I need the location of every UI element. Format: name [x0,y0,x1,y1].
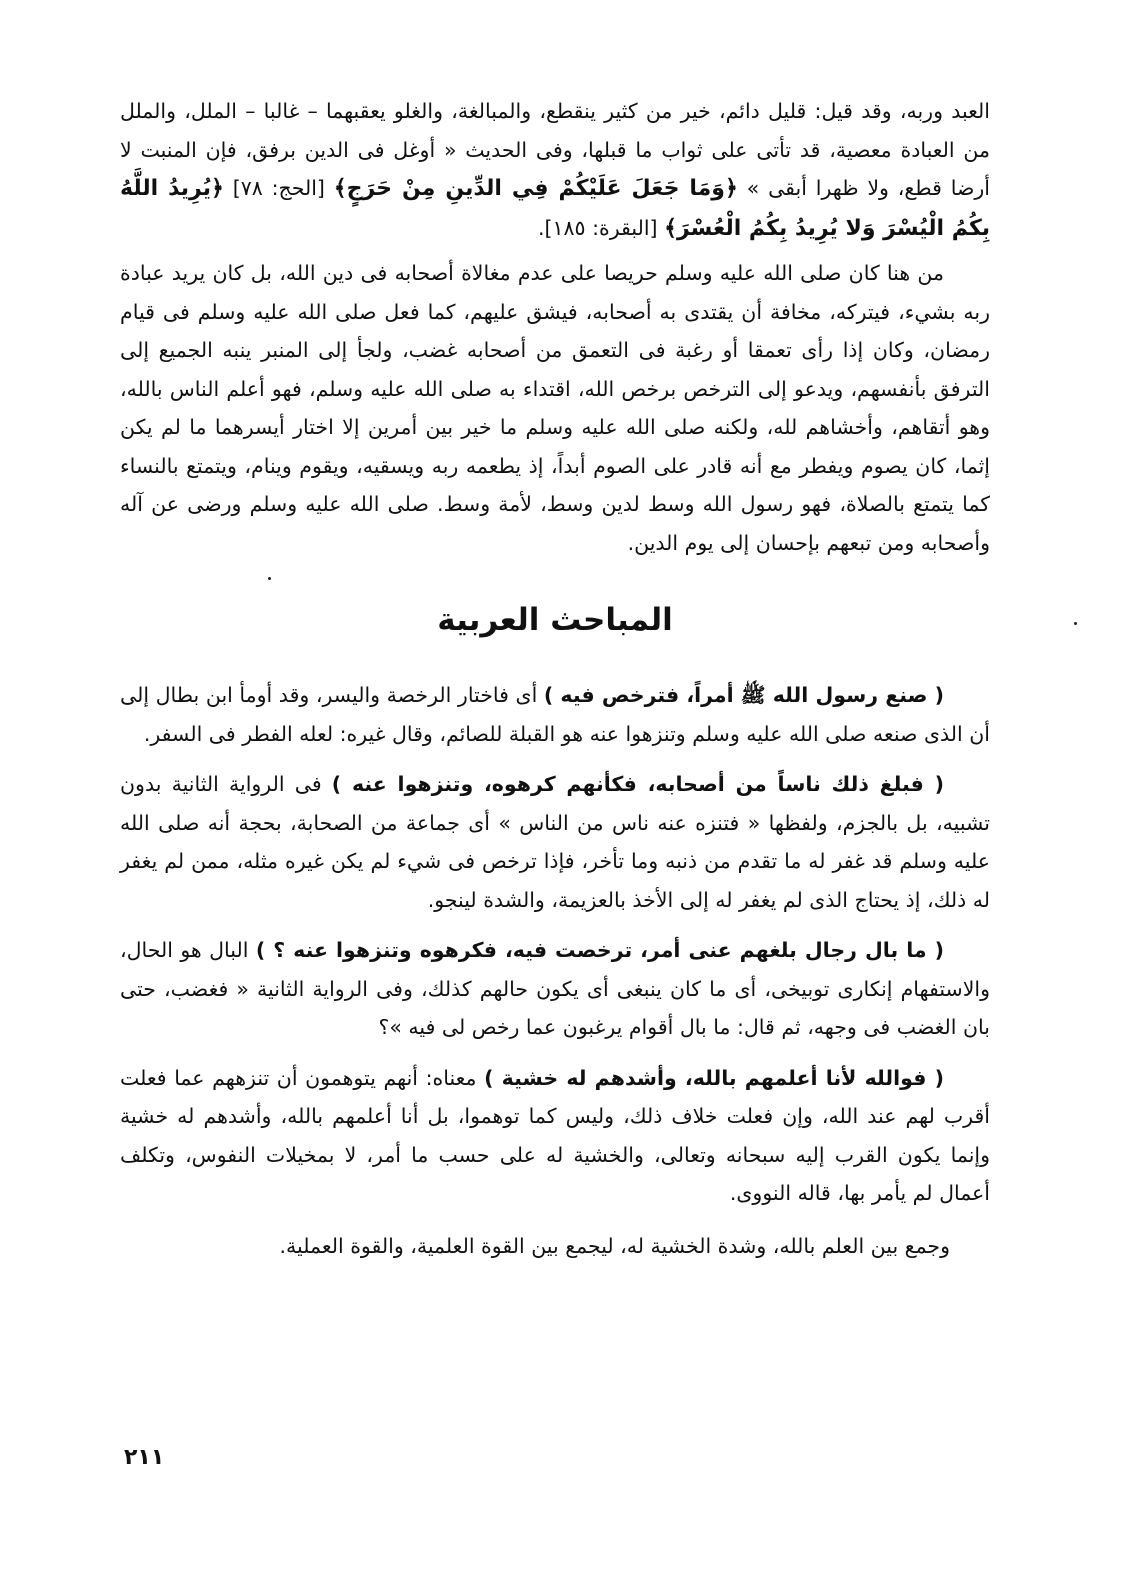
line-2: الملل، والملل من العبادة معصية، قد تأتى على ثواب ما قبلها، وفى الحديث « أوغل فى [120,99,990,162]
hadith-quote-4: ( فوالله لأنا أعلمهم بالله، وأشدهم له خشية ) [484,1065,944,1090]
explanation-text-3: البال هو الحال، والاستفهام إنكارى توبيخى، أى ما كان ينبغى أى يكون حالهم كذلك، وفى الرواية الثانية « فغضب، حتى بان الغضب فى وجهه، ثم قال: ما بال أقوام يرغبون عما رخص لى فيه »؟ [120,938,990,1039]
explanation-1 [120,676,990,753]
page-body [120,92,990,1265]
explanation-text-1: أى فاختار الرخصة واليسر، وقد أومأ ابن بطال إلى أن الذى صنعه صلى الله عليه وسلم وتنزهوا عنه هو القبلة للصائم، وقال غيره: لعله الفطر فى السفر. [120,683,990,746]
line-1: العبد وربه، وقد قيل: قليل دائم، خير من كثير ينقطع، والمبالغة، والغلو يعقبهما – غالبا – [245,99,990,123]
verse-ref-1: [الحج: ٧٨] [223,176,334,200]
line-3: الدين برفق، فإن المنبت لا أرضا قطع، ولا ظهرا أبقى » [120,137,990,200]
quran-verse-1: ﴿وَمَا جَعَلَ عَلَيْكُمْ فِي الدِّينِ مِنْ حَرَجٍ﴾ [333,176,738,201]
paragraph-continuation [120,92,990,248]
page-number: ٢١١ [124,1445,165,1470]
explanation-text-4: معناه: أنهم يتوهمون أن تنزههم عما فعلت أقرب لهم عند الله، وإن فعلت خلاف ذلك، وليس كما توهموا، بل أنا أعلمهم بالله، وأشدهم له خشية وإنما يكون القرب إليه سبحانه وتعالى، والخشية له على حسب ما أمر، لا بمخيلات النفوس، وتكلف أعمال لم يأمر بها، قاله النووى. [120,1065,990,1205]
explanation-text-2: فى الرواية الثانية بدون تشبيه، بل بالجزم، ولفظها « فتنزه عنه ناس من الناس » أى جماعة من الصحابة، بحجة أنه صلى الله عليه وسلم قد غفر له ما تقدم من ذنبه وما تأخر، فإذا ترخص فى شيء لم يكن غيره مثله، ممن لم يغفر له ذلك، إذ يحتاج الذى لم يغفر له إلى الأخذ بالعزيمة، والشدة لينجو. [120,772,990,912]
scan-speck [268,577,271,580]
hadith-quote-3: ( ما بال رجال بلغهم عنى أمر، ترخصت فيه، فكرهوه وتنزهوا عنه ؟ ) [255,938,944,962]
explanation-2 [120,765,990,919]
explanation-3 [120,931,990,1047]
paragraph-main: من هنا كان صلى الله عليه وسلم حريصا على عدم مغالاة أصحابه فى دين الله، بل كان يريد عبادة ربه بشيء، فيتركه، مخافة أن يقتدى به أصحابه، فيشق عليهم، كما فعل صلى الله عليه وسلم فى قيام رمضان، وكان إذا رأى تعمقا أو رغبة فى التعمق من أصحابه غضب، ولجأ إلى المنبر ينبه الجميع إلى الترفق بأنفسهم، ويدعو إلى الترخص برخص الله، اقتداء به صلى الله عليه وسلم، فهو أعلم الناس بالله، وهو أتقاهم، وأخشاهم لله، ولكنه صلى الله عليه وسلم ما خير بين أمرين إلا اختار أيسرهما ما لم يكن إثما، كان يصوم ويفطر مع أنه قادر على الصوم أبداً، إذ يطعمه ربه ويسقيه، ويقوم وينام، ويتمتع بالنساء كما يتمتع بالصلاة، فهو رسول الله وسط لدين وسط، لأمة وسط. صلى الله عليه وسلم ورضى عن آله وأصحابه ومن تبعهم بإحسان إلى يوم الدين. [120,261,990,555]
section-heading: المباحث العربية [437,602,673,638]
scan-speck [1074,622,1077,625]
explanation-4 [120,1059,990,1213]
closing-line: وجمع بين العلم بالله، وشدة الخشية له، ليجمع بين القوة العلمية، والقوة العملية. [279,1233,950,1258]
hadith-quote-1: ( صنع رسول الله ﷺ أمراً، فترخص فيه ) [543,683,945,707]
quran-verse-2: ﴿يُرِيدُ اللَّهُ بِكُمُ الْيُسْرَ وَلا يُرِيدُ بِكُمُ الْعُسْرَ﴾ [120,176,990,241]
verse-ref-2: [البقرة: ١٨٥]. [538,215,665,240]
hadith-quote-2: ( فبلغ ذلك ناساً من أصحابه، فكأنهم كرهوه، وتنزهوا عنه ) [331,772,944,796]
